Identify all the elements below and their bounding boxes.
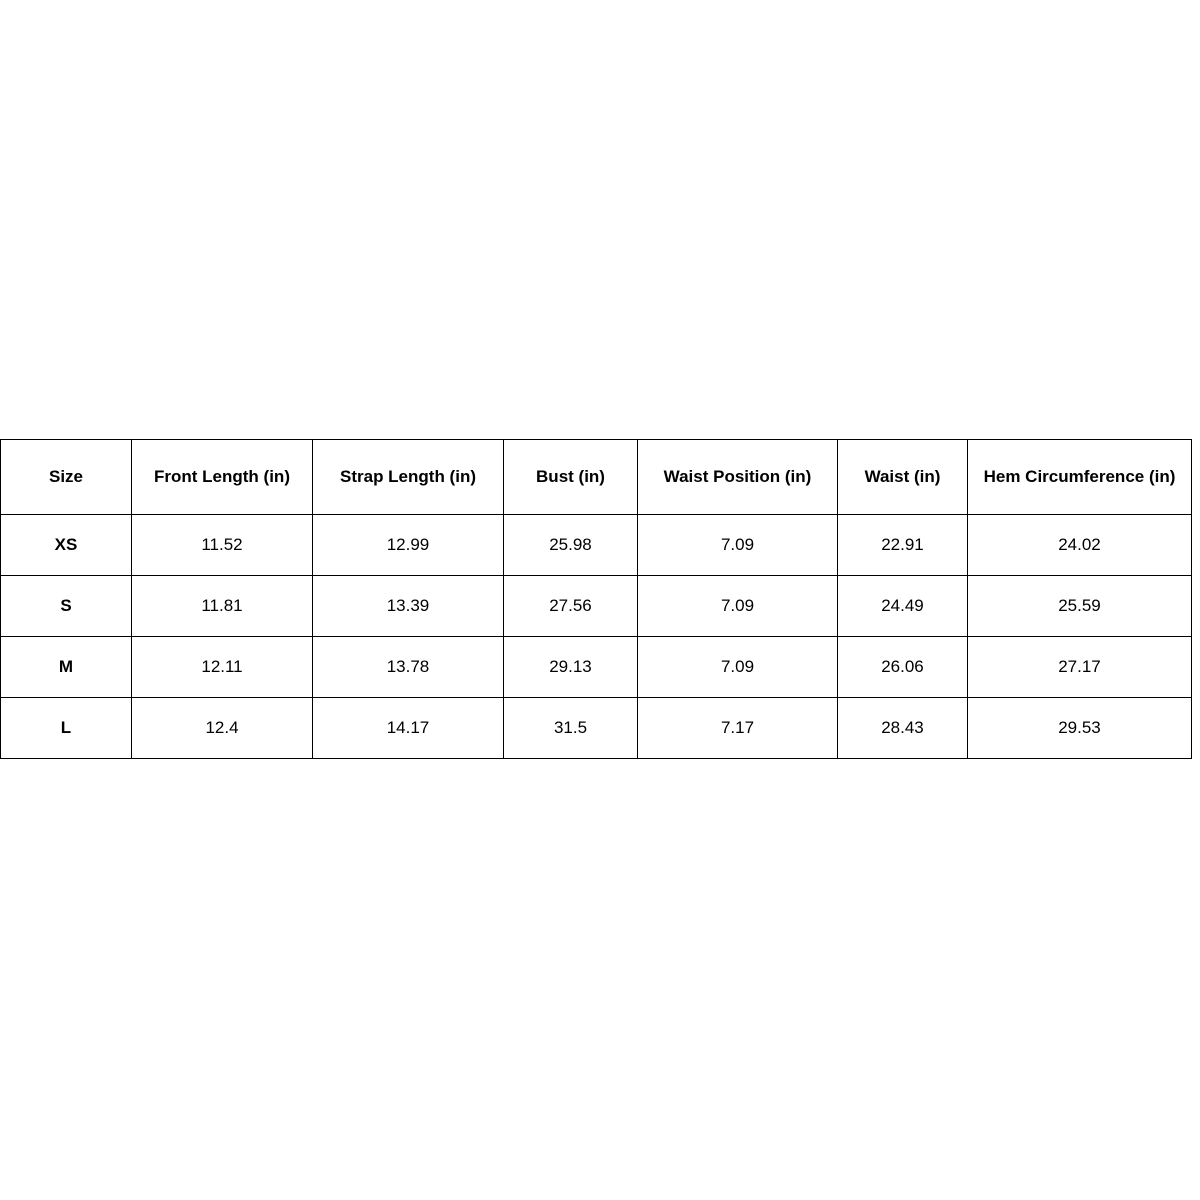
header-waist: Waist (in)	[838, 440, 968, 515]
size-cell: XS	[1, 515, 132, 576]
strap-length-cell: 13.78	[313, 637, 504, 698]
size-cell: L	[1, 698, 132, 759]
bust-cell: 31.5	[504, 698, 638, 759]
hem-circumference-cell: 27.17	[968, 637, 1192, 698]
bust-cell: 29.13	[504, 637, 638, 698]
front-length-cell: 11.52	[132, 515, 313, 576]
table-row	[1, 698, 1192, 759]
header-waist-position: Waist Position (in)	[638, 440, 838, 515]
waist-cell: 22.91	[838, 515, 968, 576]
strap-length-cell: 12.99	[313, 515, 504, 576]
table-row	[1, 515, 1192, 576]
header-size: Size	[1, 440, 132, 515]
hem-circumference-cell: 25.59	[968, 576, 1192, 637]
hem-circumference-cell: 29.53	[968, 698, 1192, 759]
size-chart-table	[0, 439, 1192, 759]
waist-cell: 28.43	[838, 698, 968, 759]
size-cell: S	[1, 576, 132, 637]
bust-cell: 27.56	[504, 576, 638, 637]
waist-position-cell: 7.17	[638, 698, 838, 759]
bust-cell: 25.98	[504, 515, 638, 576]
hem-circumference-cell: 24.02	[968, 515, 1192, 576]
header-hem-circumference: Hem Circumference (in)	[968, 440, 1192, 515]
header-front-length: Front Length (in)	[132, 440, 313, 515]
front-length-cell: 12.4	[132, 698, 313, 759]
table-row	[1, 576, 1192, 637]
waist-position-cell: 7.09	[638, 576, 838, 637]
waist-position-cell: 7.09	[638, 637, 838, 698]
header-strap-length: Strap Length (in)	[313, 440, 504, 515]
size-cell: M	[1, 637, 132, 698]
strap-length-cell: 14.17	[313, 698, 504, 759]
header-row	[1, 440, 1192, 515]
front-length-cell: 11.81	[132, 576, 313, 637]
waist-cell: 26.06	[838, 637, 968, 698]
waist-cell: 24.49	[838, 576, 968, 637]
table-row	[1, 637, 1192, 698]
strap-length-cell: 13.39	[313, 576, 504, 637]
waist-position-cell: 7.09	[638, 515, 838, 576]
front-length-cell: 12.11	[132, 637, 313, 698]
header-bust: Bust (in)	[504, 440, 638, 515]
